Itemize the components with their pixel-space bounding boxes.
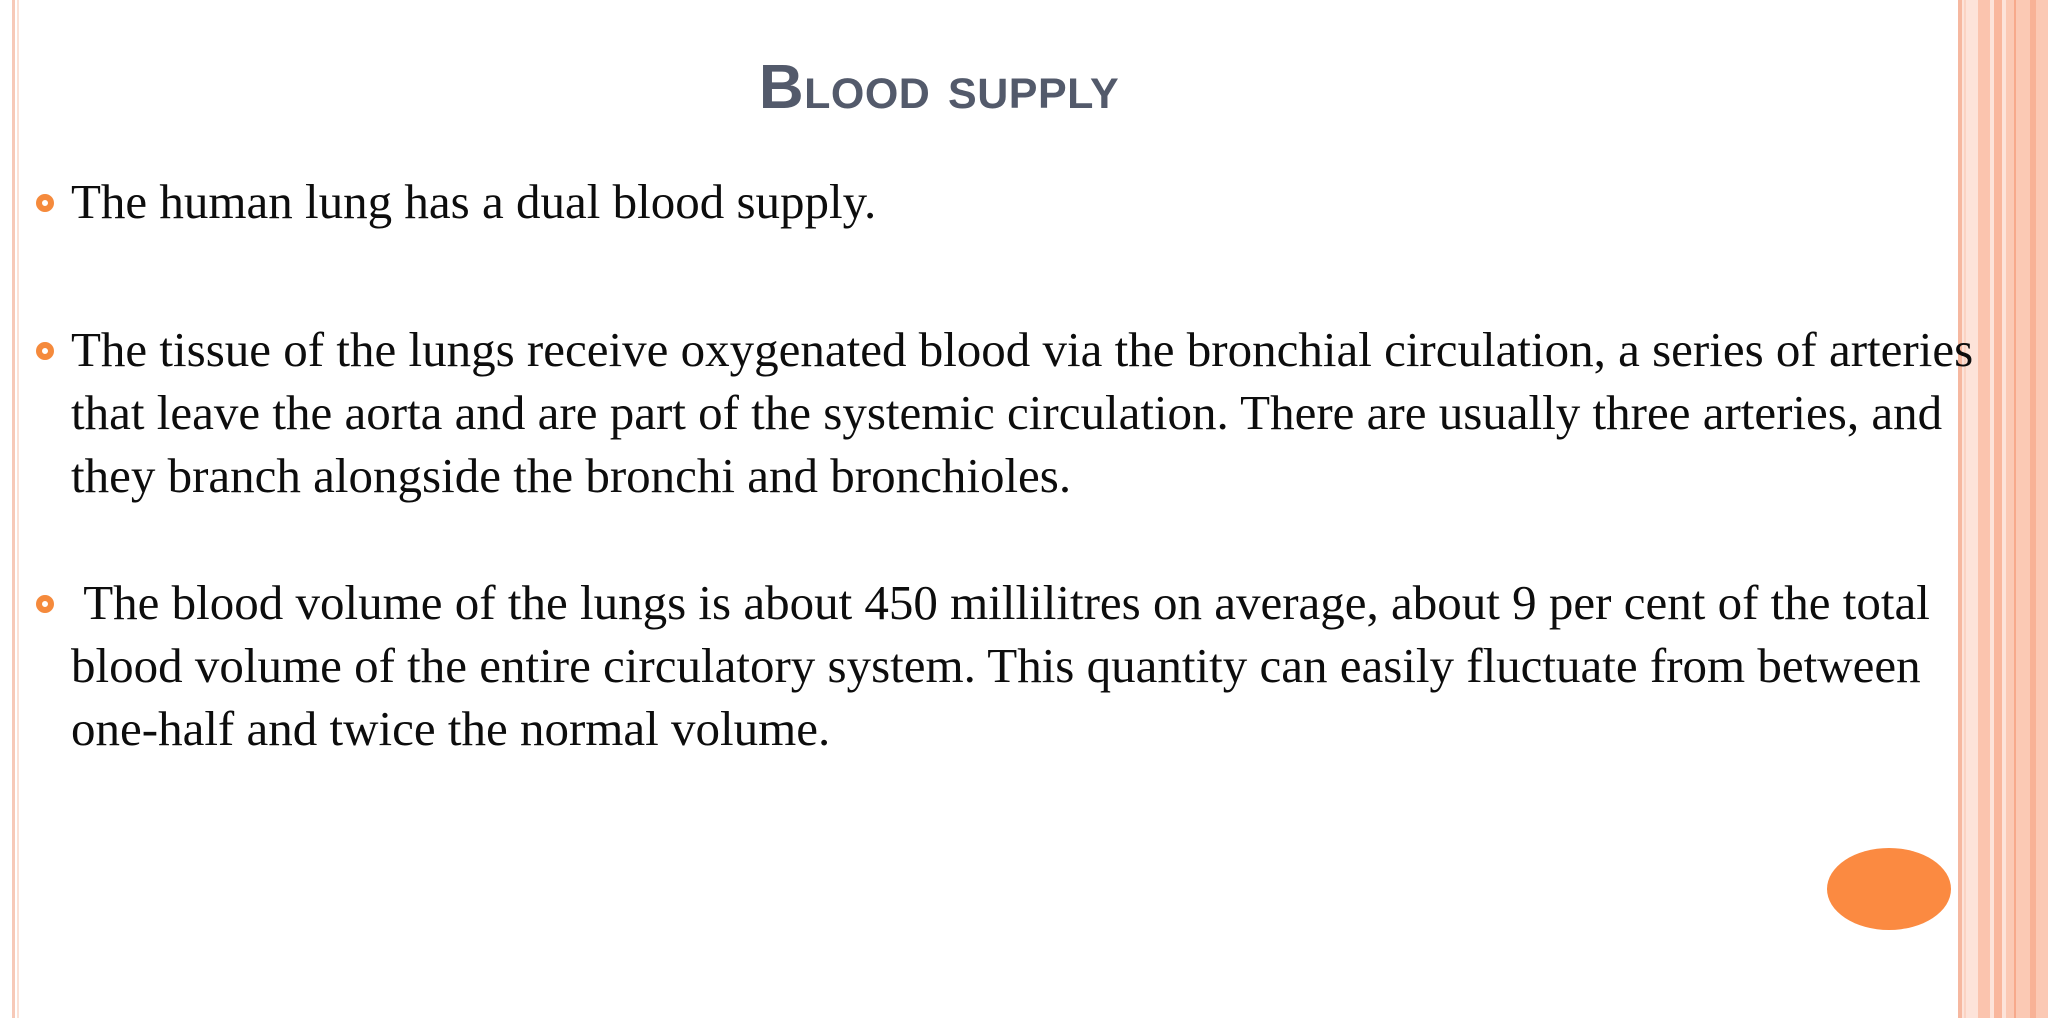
bullet-text: The tissue of the lungs receive oxygenated blood via the bronchial circulation, a series of arteries that leave the aorta and are part of the systemic circulation. There are usually three arteries, and they branch alongside the bronchi and bronchioles. [71, 322, 1974, 503]
bullet-text: The blood volume of the lungs is about 450 millilitres on average, about 9 per cent of the total blood volume of the entire circulatory system. This quantity can easily fluctuate from between one-half and twice the normal volume. [71, 575, 1943, 756]
bullet-ring-icon [36, 342, 54, 360]
bullet-text: The human lung has a dual blood supply. [71, 174, 877, 229]
slide-title: Blood supply [758, 53, 1120, 122]
orange-oval-shape [1827, 848, 1951, 930]
bullet-item [36, 170, 2016, 233]
bullet-ring-icon [36, 595, 54, 613]
bullet-ring-icon [36, 194, 54, 212]
bullet-item [36, 571, 2016, 760]
bullet-item [36, 318, 2016, 507]
